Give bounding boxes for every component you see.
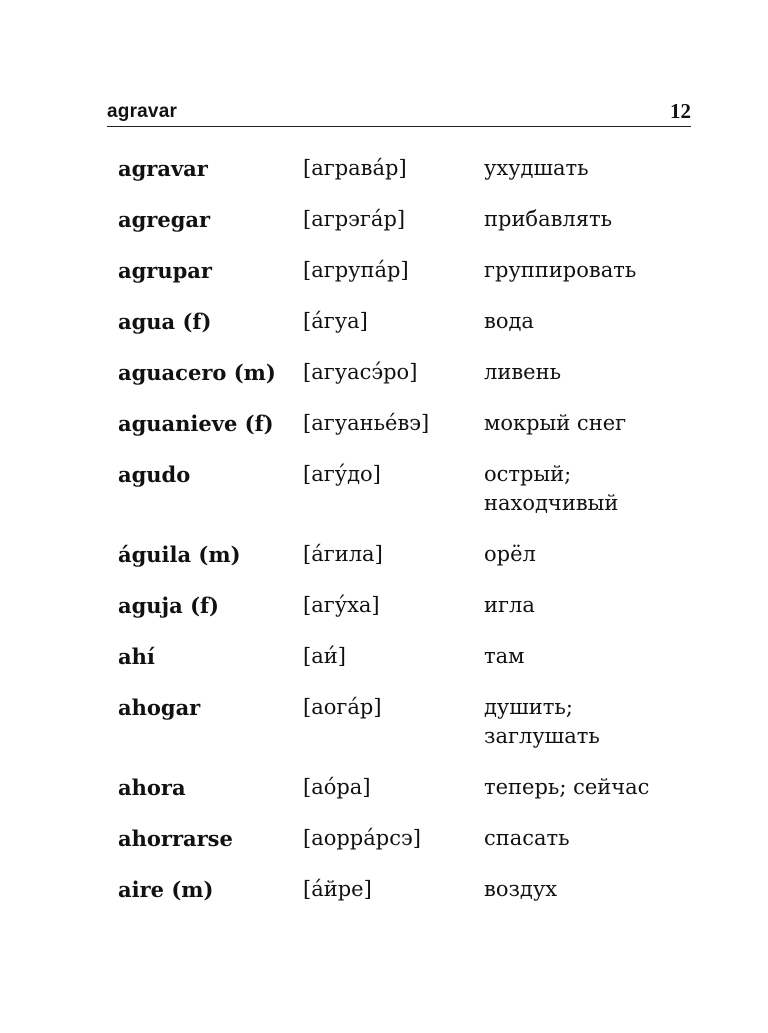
entry-pronunciation: [агу́ха] [303,593,380,617]
entry-translation: душить; заглушать [484,695,600,748]
entry-translation: там [484,644,525,668]
entry-word: ahogar [118,695,201,720]
entry-pronunciation: [агрупáр] [303,258,409,282]
entry-pronunciation: [агравáр] [303,156,407,180]
entry-translation: игла [484,593,535,617]
entry-word: aire (m) [118,877,214,902]
entry-word: agudo [118,462,191,487]
entry-pronunciation: [áйре] [303,877,372,901]
entry-pronunciation: [агу́до] [303,462,381,486]
entry-pronunciation: [áгуа] [303,309,368,333]
entry-translation: ухудшать [484,156,589,180]
entry-word: agua (f) [118,309,212,334]
entry-translation: мокрый снег [484,411,627,435]
entry-word: aguja (f) [118,593,219,618]
entry-word: aguanieve (f) [118,411,274,436]
entry-translation: острый; находчивый [484,462,619,515]
entry-word: agravar [118,156,208,181]
entry-word: agrupar [118,258,212,283]
entry-translation: прибавлять [484,207,613,231]
entry-word: aguacero (m) [118,360,276,385]
entry-word: águila (m) [118,542,241,567]
entry-pronunciation: [агрэгáр] [303,207,406,231]
entry-pronunciation: [аи́] [303,644,346,668]
entry-translation: вода [484,309,534,333]
entry-word: agregar [118,207,211,232]
entry-translation: спасать [484,826,570,850]
entry-word: ahí [118,644,155,669]
entry-translation: ливень [484,360,562,384]
page-number: 12 [670,99,691,123]
entry-translation: группировать [484,258,637,282]
entry-pronunciation: [áгила] [303,542,383,566]
entry-translation: орёл [484,542,536,566]
entry-pronunciation: [аогáр] [303,695,382,719]
entry-translation: воздух [484,877,558,901]
running-head: agravar [107,101,178,122]
entry-pronunciation: [агуаньéвэ] [303,411,430,435]
entry-pronunciation: [аоррáрсэ] [303,826,421,850]
entry-pronunciation: [агуасэ́ро] [303,360,418,384]
page-header [107,96,691,127]
entry-pronunciation: [аóра] [303,775,371,799]
entry-translation: теперь; сейчас [484,775,650,799]
entry-word: ahorrarse [118,826,233,851]
entry-word: ahora [118,775,186,800]
